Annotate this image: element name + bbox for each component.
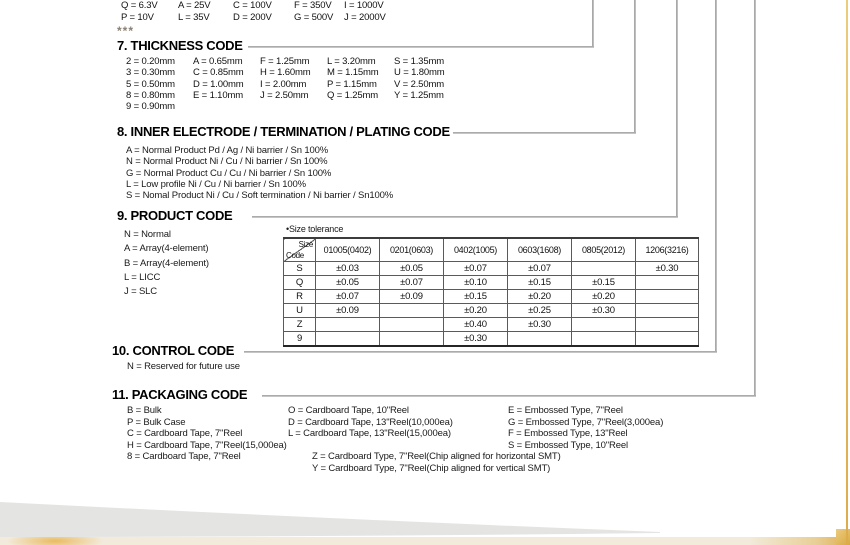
tolerance-cell xyxy=(572,332,636,347)
section-8-bracket-line xyxy=(634,0,636,134)
section-7-leader-rule xyxy=(248,46,594,48)
voltage-code-item: F = 350V xyxy=(294,0,332,11)
plating-item: S = Nomal Product Ni / Cu / Soft termination / Ni barrier / Sn100% xyxy=(126,190,394,202)
thickness-item: S = 1.35mm xyxy=(394,56,444,67)
tolerance-row xyxy=(284,318,699,332)
plating-item: A = Normal Product Pd / Ag / Ni barrier / Sn 100% xyxy=(126,145,329,156)
plating-code-list xyxy=(126,145,393,201)
thickness-code-list xyxy=(126,56,461,112)
size-tolerance-label-text: Size tolerance xyxy=(288,224,344,234)
tolerance-cell: ±0.05 xyxy=(316,276,380,290)
packaging-item: C = Cardboard Tape, 7"Reel xyxy=(127,428,243,440)
corner-size-label: Size xyxy=(298,240,313,249)
tolerance-row xyxy=(284,304,699,318)
plating-item: N = Normal Product Ni / Cu / Ni barrier / Sn 100% xyxy=(126,156,328,168)
section-11-leader-rule xyxy=(262,395,756,397)
tolerance-cell xyxy=(508,332,572,347)
tolerance-col-header: 01005(0402) xyxy=(316,238,380,262)
section-9-leader-rule xyxy=(252,216,678,218)
tolerance-cell: ±0.10 xyxy=(444,276,508,290)
thickness-item: J = 2.50mm xyxy=(260,89,309,101)
corner-code-label: Code xyxy=(286,251,304,260)
section-10-bracket-line xyxy=(715,0,717,353)
packaging-item: L = Cardboard Tape, 13"Reel(15,000ea) xyxy=(288,428,451,440)
thickness-item: I = 2.00mm xyxy=(260,78,307,90)
packaging-item: 8 = Cardboard Tape, 7"Reel xyxy=(127,451,241,463)
thickness-item xyxy=(394,101,461,112)
thickness-row xyxy=(126,79,461,90)
packaging-item: O = Cardboard Tape, 10"Reel xyxy=(288,405,409,416)
tolerance-cell: ±0.20 xyxy=(444,304,508,318)
thickness-item: U = 1.80mm xyxy=(394,67,445,79)
thickness-item: E = 1.10mm xyxy=(193,89,243,101)
tolerance-cell xyxy=(380,304,444,318)
thickness-item: 5 = 0.50mm xyxy=(126,78,175,90)
tolerance-row-code: S xyxy=(284,262,316,276)
voltage-code-item: G = 500V xyxy=(294,12,334,24)
thickness-item: L = 3.20mm xyxy=(327,56,376,67)
section-9-bracket-line xyxy=(676,0,678,218)
voltage-code-item: I = 1000V xyxy=(344,0,384,11)
tolerance-cell: ±0.30 xyxy=(444,332,508,347)
footer-accent-band xyxy=(0,537,850,545)
tolerance-header-row xyxy=(284,238,699,262)
thickness-item: Q = 1.25mm xyxy=(327,89,379,101)
plating-item: G = Normal Product Cu / Cu / Ni barrier / Sn 100% xyxy=(126,167,332,179)
section-11-title: 11. PACKAGING CODE xyxy=(112,387,248,402)
product-code-list xyxy=(124,228,209,299)
thickness-row xyxy=(126,90,461,101)
tolerance-cell xyxy=(636,318,699,332)
packaging-item: G = Embossed Type, 7"Reel(3,000ea) xyxy=(508,416,664,428)
product-item: N = Normal xyxy=(124,229,171,240)
packaging-item: S = Embossed Type, 10"Reel xyxy=(508,439,628,451)
tolerance-cell: ±0.30 xyxy=(508,318,572,332)
tolerance-cell: ±0.03 xyxy=(316,262,380,276)
voltage-code-item: D = 200V xyxy=(233,12,272,24)
packaging-item: F = Embossed Type, 13"Reel xyxy=(508,428,628,440)
product-item: B = Array(4-element) xyxy=(124,257,209,269)
tolerance-col-header: 0603(1608) xyxy=(508,238,572,262)
thickness-row xyxy=(126,101,461,112)
packaging-item: Z = Cardboard Type, 7"Reel(Chip aligned for horizontal SMT) xyxy=(312,451,561,462)
tolerance-cell: ±0.15 xyxy=(572,276,636,290)
tolerance-cell: ±0.40 xyxy=(444,318,508,332)
thickness-item: D = 1.00mm xyxy=(193,78,244,90)
tolerance-cell xyxy=(572,318,636,332)
tolerance-cell: ±0.25 xyxy=(508,304,572,318)
packaging-item: E = Embossed Type, 7"Reel xyxy=(508,405,623,416)
product-item: J = SLC xyxy=(124,286,158,298)
thickness-item: F = 1.25mm xyxy=(260,56,310,67)
page-right-accent-line xyxy=(846,0,848,545)
thickness-item: C = 0.85mm xyxy=(193,67,244,79)
product-item: A = Array(4-element) xyxy=(124,243,209,255)
size-tolerance-label xyxy=(286,224,343,234)
thickness-item: Y = 1.25mm xyxy=(394,89,444,101)
tolerance-row xyxy=(284,276,699,290)
section-9-title: 9. PRODUCT CODE xyxy=(117,208,233,223)
tolerance-cell xyxy=(380,332,444,347)
thickness-item: P = 1.15mm xyxy=(327,78,377,90)
voltage-code-item: C = 100V xyxy=(233,0,272,11)
packaging-item: P = Bulk Case xyxy=(127,416,186,428)
thickness-item: H = 1.60mm xyxy=(260,67,311,79)
section-7-title: 7. THICKNESS CODE xyxy=(117,38,243,53)
thickness-row xyxy=(126,67,461,78)
section-7-bracket-line xyxy=(592,0,594,48)
voltage-code-item: P = 10V xyxy=(121,12,154,24)
tolerance-row-code: 9 xyxy=(284,332,316,347)
tolerance-cell: ±0.07 xyxy=(380,276,444,290)
tolerance-cell: ±0.20 xyxy=(572,290,636,304)
thickness-item: 2 = 0.20mm xyxy=(126,56,175,67)
tolerance-cell: ±0.20 xyxy=(508,290,572,304)
product-item: L = LICC xyxy=(124,271,161,283)
voltage-code-item: A = 25V xyxy=(178,0,211,11)
tolerance-row-code: Q xyxy=(284,276,316,290)
thickness-item: 8 = 0.80mm xyxy=(126,89,175,101)
tolerance-cell xyxy=(636,276,699,290)
tolerance-row-code: U xyxy=(284,304,316,318)
voltage-code-item: Q = 6.3V xyxy=(121,0,158,11)
packaging-col-3 xyxy=(508,405,663,451)
packaging-col-2 xyxy=(288,405,453,440)
tolerance-cell: ±0.30 xyxy=(572,304,636,318)
tolerance-row xyxy=(284,290,699,304)
tolerance-cell: ±0.07 xyxy=(508,262,572,276)
tolerance-col-header: 1206(3216) xyxy=(636,238,699,262)
tolerance-cell xyxy=(380,318,444,332)
thickness-item xyxy=(260,101,327,112)
tolerance-cell: ±0.15 xyxy=(444,290,508,304)
voltage-code-row xyxy=(121,12,414,24)
plating-item: L = Low profile Ni / Cu / Ni barrier / Sn 100% xyxy=(126,178,306,190)
section-10-title: 10. CONTROL CODE xyxy=(112,343,235,358)
packaging-col-2b xyxy=(312,451,561,474)
packaging-item: Y = Cardboard Type, 7"Reel(Chip aligned for vertical SMT) xyxy=(312,462,551,474)
tolerance-row-code: R xyxy=(284,290,316,304)
section-11-bracket-line xyxy=(754,0,756,397)
section-8-leader-rule xyxy=(453,132,636,134)
tolerance-cell xyxy=(636,332,699,347)
size-code-corner-cell xyxy=(284,238,316,262)
tolerance-cell: ±0.07 xyxy=(316,290,380,304)
tolerance-cell xyxy=(316,318,380,332)
thickness-item: M = 1.15mm xyxy=(327,67,379,79)
bullet-icon: • xyxy=(286,224,289,234)
tolerance-col-header: 0201(0603) xyxy=(380,238,444,262)
voltage-code-item: J = 2000V xyxy=(344,12,386,24)
tolerance-col-header: 0805(2012) xyxy=(572,238,636,262)
tolerance-cell xyxy=(636,304,699,318)
thickness-item xyxy=(327,101,394,112)
tolerance-row-code: Z xyxy=(284,318,316,332)
tolerance-cell: ±0.07 xyxy=(444,262,508,276)
section-10-leader-rule xyxy=(244,351,717,353)
tolerance-cell xyxy=(316,332,380,347)
thickness-item: V = 2.50mm xyxy=(394,78,444,90)
thickness-item xyxy=(193,101,260,112)
thickness-item: 3 = 0.30mm xyxy=(126,67,175,79)
tolerance-cell: ±0.05 xyxy=(380,262,444,276)
size-tolerance-table xyxy=(283,237,699,347)
voltage-code-item: L = 35V xyxy=(178,12,210,24)
tolerance-cell: ±0.09 xyxy=(380,290,444,304)
footnote-stars-marker: *** xyxy=(117,24,135,38)
tolerance-row xyxy=(284,262,699,276)
tolerance-cell xyxy=(572,262,636,276)
packaging-item: D = Cardboard Tape, 13"Reel(10,000ea) xyxy=(288,416,453,428)
tolerance-col-header: 0402(1005) xyxy=(444,238,508,262)
section-8-title: 8. INNER ELECTRODE / TERMINATION / PLATING CODE xyxy=(117,124,450,139)
tolerance-cell: ±0.30 xyxy=(636,262,699,276)
control-code-item: N = Reserved for future use xyxy=(127,361,240,372)
voltage-code-list xyxy=(121,0,414,25)
packaging-item: H = Cardboard Tape, 7"Reel(15,000ea) xyxy=(127,439,287,451)
tolerance-cell: ±0.09 xyxy=(316,304,380,318)
thickness-row xyxy=(126,56,461,67)
packaging-item: B = Bulk xyxy=(127,405,162,416)
tolerance-cell: ±0.15 xyxy=(508,276,572,290)
tolerance-row xyxy=(284,332,699,347)
thickness-item: 9 = 0.90mm xyxy=(126,101,175,113)
packaging-col-1 xyxy=(127,405,287,463)
voltage-code-row xyxy=(121,0,414,12)
tolerance-cell xyxy=(636,290,699,304)
thickness-item: A = 0.65mm xyxy=(193,56,243,67)
